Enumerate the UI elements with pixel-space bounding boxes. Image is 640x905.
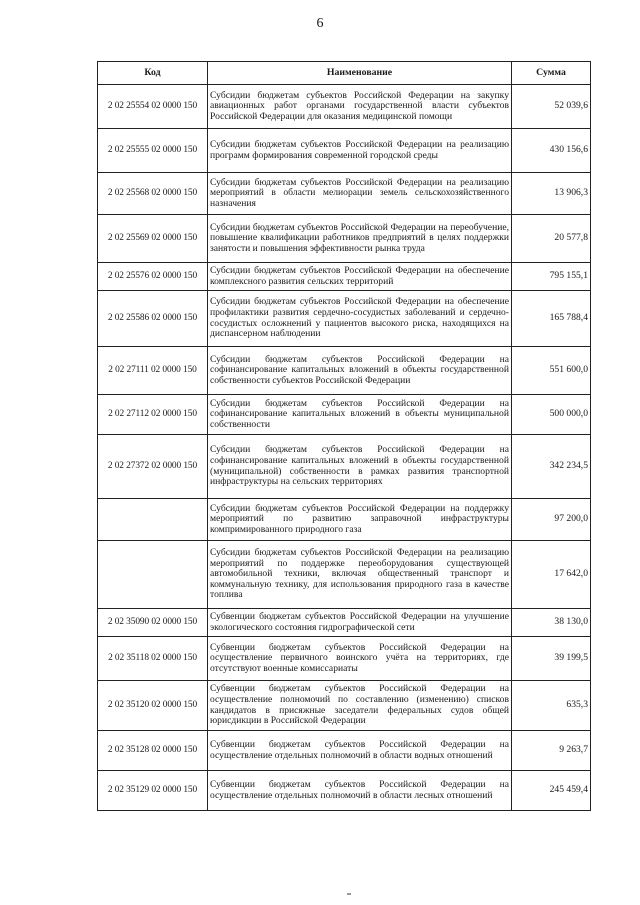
row-name: Субсидии бюджетам субъектов Российской Федерации на реализацию мероприятий по поддержке переоборудования существующей автомобильной техники, включая общественный транспорт и коммунальную технику, для использования природного газа в качестве топлива [208, 541, 512, 609]
table-row [98, 129, 591, 173]
table-row [98, 637, 591, 681]
row-code: 2 02 25569 02 0000 150 [98, 215, 208, 263]
row-sum: 13 906,3 [512, 173, 591, 215]
scan-speck [347, 893, 351, 895]
row-code: 2 02 35128 02 0000 150 [98, 731, 208, 771]
row-sum: 795 155,1 [512, 263, 591, 291]
row-name: Субвенции бюджетам субъектов Российской Федерации на осуществление отдельных полномочий в области водных отношений [208, 731, 512, 771]
row-code: 2 02 35120 02 0000 150 [98, 681, 208, 731]
header-sum: Сумма [512, 62, 591, 85]
row-code: 2 02 25555 02 0000 150 [98, 129, 208, 173]
table-row [98, 215, 591, 263]
row-name: Субсидии бюджетам субъектов Российской Федерации на поддержку мероприятий по развитию заправочной инфраструктуры компримированного природного газа [208, 499, 512, 541]
row-code: 2 02 25586 02 0000 150 [98, 291, 208, 347]
table-row [98, 499, 591, 541]
row-name: Субсидии бюджетам субъектов Российской Федерации на закупку авиационных работ органами государственной власти субъектов Российской Федерации для оказания медицинской помощи [208, 85, 512, 129]
row-name: Субсидии бюджетам субъектов Российской Федерации на реализацию мероприятий в области мелиорации земель сельскохозяйственного назначения [208, 173, 512, 215]
table-row [98, 771, 591, 811]
row-sum: 20 577,8 [512, 215, 591, 263]
table-row [98, 395, 591, 435]
row-code: 2 02 27111 02 0000 150 [98, 347, 208, 395]
row-sum: 430 156,6 [512, 129, 591, 173]
row-name: Субвенции бюджетам субъектов Российской Федерации на осуществление первичного воинского учёта на территориях, где отсутствуют военные комиссариаты [208, 637, 512, 681]
row-sum: 342 234,5 [512, 435, 591, 499]
row-sum: 97 200,0 [512, 499, 591, 541]
row-code: 2 02 35118 02 0000 150 [98, 637, 208, 681]
row-name: Субсидии бюджетам субъектов Российской Федерации на софинансирование капитальных вложений в объекты государственной (муниципальной) собственности в рамках развития транспортной инфраструктуры на сельских территориях [208, 435, 512, 499]
row-sum: 635,3 [512, 681, 591, 731]
table-row [98, 731, 591, 771]
row-name: Субсидии бюджетам субъектов Российской Федерации на обеспечение комплексного развития сельских территорий [208, 263, 512, 291]
row-sum: 245 459,4 [512, 771, 591, 811]
row-code: 2 02 25568 02 0000 150 [98, 173, 208, 215]
row-code: 2 02 25576 02 0000 150 [98, 263, 208, 291]
row-code: 2 02 27112 02 0000 150 [98, 395, 208, 435]
table-row [98, 85, 591, 129]
budget-revenue-table [97, 61, 591, 811]
page-number: 6 [316, 16, 324, 31]
row-sum: 165 788,4 [512, 291, 591, 347]
table-row [98, 291, 591, 347]
row-name: Субсидии бюджетам субъектов Российской Федерации на софинансирование капитальных вложений в объекты муниципальной собственности [208, 395, 512, 435]
header-code: Код [98, 62, 208, 85]
row-name: Субсидии бюджетам субъектов Российской Федерации на обеспечение профилактики развития сердечно-сосудистых заболеваний и сердечно-сосудистых осложнений у пациентов высокого риска, находящихся на диспансерном наблюдении [208, 291, 512, 347]
row-sum: 17 642,0 [512, 541, 591, 609]
row-name: Субсидии бюджетам субъектов Российской Федерации на реализацию программ формирования современной городской среды [208, 129, 512, 173]
row-name: Субвенции бюджетам субъектов Российской Федерации на осуществление полномочий по составлению (изменению) списков кандидатов в присяжные заседатели федеральных судов общей юрисдикции в Российской Федерации [208, 681, 512, 731]
table-header-row [98, 62, 591, 85]
header-name: Наименование [208, 62, 512, 85]
row-name: Субвенции бюджетам субъектов Российской Федерации на улучшение экологического состояния гидрографической сети [208, 609, 512, 637]
row-code: 2 02 25554 02 0000 150 [98, 85, 208, 129]
row-code [98, 541, 208, 609]
table-row [98, 435, 591, 499]
table-row [98, 681, 591, 731]
row-sum: 500 000,0 [512, 395, 591, 435]
table-row [98, 347, 591, 395]
table-row [98, 541, 591, 609]
row-name: Субсидии бюджетам субъектов Российской Федерации на софинансирование капитальных вложений в объекты государственной собственности субъектов Российской Федерации [208, 347, 512, 395]
row-sum: 38 130,0 [512, 609, 591, 637]
row-sum: 551 600,0 [512, 347, 591, 395]
row-code [98, 499, 208, 541]
row-sum: 39 199,5 [512, 637, 591, 681]
row-sum: 9 263,7 [512, 731, 591, 771]
row-code: 2 02 27372 02 0000 150 [98, 435, 208, 499]
row-code: 2 02 35090 02 0000 150 [98, 609, 208, 637]
row-name: Субсидии бюджетам субъектов Российской Федерации на переобучение, повышение квалификации работников предприятий в целях поддержки занятости и повышения эффективности рынка труда [208, 215, 512, 263]
row-sum: 52 039,6 [512, 85, 591, 129]
row-name: Субвенции бюджетам субъектов Российской Федерации на осуществление отдельных полномочий в области лесных отношений [208, 771, 512, 811]
table-row [98, 609, 591, 637]
table-row [98, 263, 591, 291]
row-code: 2 02 35129 02 0000 150 [98, 771, 208, 811]
table-row [98, 173, 591, 215]
